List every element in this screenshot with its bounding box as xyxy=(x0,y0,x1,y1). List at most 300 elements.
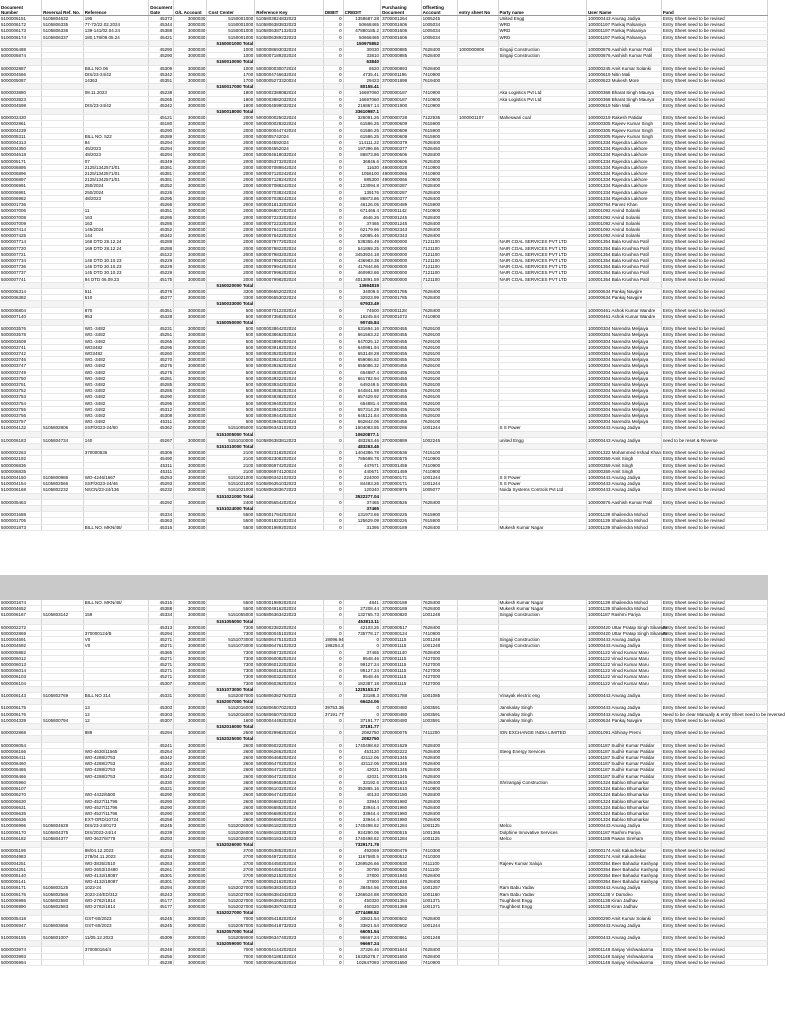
table-cell: 3700001840 xyxy=(381,872,422,878)
table-cell: Entry Sheet need to be revised xyxy=(661,257,767,263)
table-cell: 3000030 xyxy=(174,189,207,195)
table-cell: 5000006013 xyxy=(0,662,42,668)
table-cell: 140 xyxy=(83,437,149,443)
table-cell: Melco xyxy=(498,835,586,841)
table-cell: 5000005195 xyxy=(0,848,42,854)
table-cell: 3000030 xyxy=(174,381,207,387)
table-cell: 5000007358202024 xyxy=(255,313,324,319)
table-cell: 100001187 Sudhir Kumar Patidar xyxy=(586,755,661,761)
table-cell: 7410900 xyxy=(421,786,457,792)
table-cell: 1005034 xyxy=(421,22,457,28)
table-cell: 7427000 xyxy=(421,680,457,686)
table-cell: 5000007223202024 xyxy=(255,220,324,226)
table-cell: Entry Sheet need to be revised xyxy=(661,121,767,127)
table-cell: 7300 xyxy=(207,631,255,637)
table-cell: 654881.4 xyxy=(343,400,380,406)
table-cell: 5000006016202024 xyxy=(255,668,324,674)
table-cell: 885300 xyxy=(343,177,380,183)
table-cell: 0 xyxy=(323,369,343,375)
table-cell: 45301 xyxy=(149,879,174,885)
table-cell: 7000 xyxy=(207,947,255,953)
table-cell: 5105800794 xyxy=(42,717,84,723)
table-cell: Entry Sheet need to be revised xyxy=(661,214,767,220)
table-cell: 2000 xyxy=(207,220,255,226)
table-cell: 36846.6 xyxy=(343,158,380,164)
table-cell: 3000030 xyxy=(174,792,207,798)
table-cell: 5000007641202024 xyxy=(255,226,324,232)
column-header: Document Number xyxy=(0,0,42,16)
subtotal-label: 5152026000 Total xyxy=(207,841,255,847)
subtotal-value: 96667.24 xyxy=(343,941,380,947)
table-cell: 1001248 xyxy=(421,643,457,649)
table-cell: 0 xyxy=(323,65,343,71)
table-cell: 45290 xyxy=(149,47,174,53)
table-cell: 0 xyxy=(323,767,343,773)
table-cell: 45381 xyxy=(149,171,174,177)
table-cell: 1001248 xyxy=(421,934,457,940)
table-cell: 3700000536 xyxy=(381,450,422,456)
table-cell: 47880185.2 xyxy=(343,28,380,34)
table-cell: 1800 xyxy=(207,102,255,108)
table-cell: Entry Sheet need to be revised xyxy=(661,823,767,829)
table-cell: 100000443 Anurag Jadiya xyxy=(586,885,661,891)
table-cell: 100000876 Aashish Kumar Patil xyxy=(586,499,661,505)
table-cell: 510 xyxy=(83,295,149,301)
table-cell: 45271 xyxy=(149,637,174,643)
table-cell: 1266524.88 xyxy=(343,891,380,897)
table-cell: 3700000520 xyxy=(381,891,422,897)
table-cell: 3700000377 xyxy=(381,195,422,201)
table-cell: 5000006982 xyxy=(0,195,42,201)
table-cell: 7300 xyxy=(207,662,255,668)
table-cell: 100001139 Shailendra Mohod xyxy=(586,524,661,530)
table-cell: 45180 xyxy=(149,121,174,127)
table-cell: 45303 xyxy=(149,705,174,711)
table-cell: 7410900 xyxy=(421,164,457,170)
table-cell: Entry Sheet need to be revised xyxy=(661,922,767,928)
table-cell: 2600 xyxy=(207,767,255,773)
subtotal-label: 5150033000 Total xyxy=(207,301,255,307)
table-cell: 3700001115 xyxy=(381,637,422,643)
table-cell: 0 xyxy=(323,810,343,816)
subtotal-value: 33610987.1 xyxy=(343,109,380,115)
table-cell: 2000 xyxy=(207,257,255,263)
table-cell: 500 xyxy=(207,357,255,363)
table-cell: 123094.8 xyxy=(343,183,380,189)
table-cell: 45271 xyxy=(149,655,174,661)
subtotal-value: 3522277.04 xyxy=(343,493,380,499)
table-cell: 0 xyxy=(323,649,343,655)
table-cell: 3000030 xyxy=(174,239,207,245)
table-cell: 9548.46 xyxy=(343,674,380,680)
table-cell: 0 xyxy=(323,189,343,195)
table-cell: 45342 xyxy=(149,773,174,779)
table-cell: 45229 xyxy=(149,270,174,276)
table-cell: 3700000526 xyxy=(381,499,422,505)
table-cell: 5000002272 xyxy=(0,624,42,630)
table-cell: 45286 xyxy=(149,214,174,220)
table-cell: 0 xyxy=(323,177,343,183)
table-cell: 5152027000 xyxy=(207,891,255,897)
table-cell: 45288 xyxy=(149,245,174,251)
table-cell: 45294 xyxy=(149,152,174,158)
table-cell: 145 DTD 30.10.23 xyxy=(83,270,149,276)
table-cell: 2600 xyxy=(207,742,255,748)
table-cell: 7410900 xyxy=(421,102,457,108)
table-cell: 100001354 Bala Krushna Patil xyxy=(586,257,661,263)
table-cell: 5105806335 xyxy=(42,22,84,28)
table-cell: 5105806183302023 xyxy=(255,829,324,835)
table-cell: 0 xyxy=(323,879,343,885)
table-cell: Entry Sheet need to be revised xyxy=(661,158,767,164)
table-cell: 5000004592024 xyxy=(255,140,324,146)
table-cell: 5105806507022023 xyxy=(255,705,324,711)
table-cell: 5105801007 xyxy=(42,934,84,940)
table-cell: Entry Sheet need to be revised xyxy=(661,730,767,736)
table-cell: 0 xyxy=(323,953,343,959)
table-cell: Mukesh Kumar Nagar xyxy=(498,606,586,612)
table-cell: Entry Sheet need to be revised xyxy=(661,891,767,897)
table-cell: 100001139 Shailendra Mohod xyxy=(586,600,661,606)
table-cell: 100001354 Bala Krushna Patil xyxy=(586,245,661,251)
table-cell: 100000304 Narendra Meljaiya xyxy=(586,332,661,338)
table-cell: 3000030 xyxy=(174,226,207,232)
table-cell: 0 xyxy=(323,239,343,245)
table-cell: 125629.09 xyxy=(343,518,380,524)
table-cell: 5100006996 xyxy=(0,823,42,829)
table-cell: 5100006990 xyxy=(0,903,42,909)
table-cell: Entry Sheet need to be revised xyxy=(661,606,767,612)
table-cell: 1504083.55 xyxy=(343,425,380,431)
table-cell: Steeg Energy Services xyxy=(498,748,586,754)
table-cell: 5000003823 xyxy=(0,96,42,102)
table-cell: 5000007128242024 xyxy=(255,177,324,183)
table-cell: 5000006552022024 xyxy=(255,288,324,294)
subtotal-label: 5152027000 Total xyxy=(207,910,255,916)
table-cell: 2082750 xyxy=(343,730,380,736)
table-cell: 5000006166 xyxy=(0,748,42,754)
table-cell: 3700001266 xyxy=(381,885,422,891)
table-cell: WO-4288/2753 xyxy=(83,773,149,779)
table-cell: 1005077 xyxy=(421,487,457,493)
table-cell: 3700001345 xyxy=(381,773,422,779)
table-cell: 100001324 Babloo Bhumarkar xyxy=(586,786,661,792)
table-cell: DIS/23-24/0173 xyxy=(83,823,149,829)
subtotal-value: 150975852 xyxy=(343,40,380,46)
table-cell: 511 xyxy=(83,288,149,294)
table-cell: 5000006836 xyxy=(0,462,42,468)
table-cell: 7628400 xyxy=(421,742,457,748)
table-cell: 0 xyxy=(323,195,343,201)
table-cell: 0 xyxy=(323,499,343,505)
table-cell: 100001324 Babloo Bhumarkar xyxy=(586,779,661,785)
table-cell: 631694.16 xyxy=(343,326,380,332)
table-cell: 0 xyxy=(323,748,343,754)
table-cell: 5000006896 xyxy=(0,171,42,177)
table-cell: 96667.24 xyxy=(343,934,380,940)
table-cell: 5000005418202024 xyxy=(255,916,324,922)
table-cell: 2000 xyxy=(207,226,255,232)
table-cell: 0 xyxy=(323,450,343,456)
table-cell: 1005034 xyxy=(421,28,457,34)
table-cell: WO-4432/6500 xyxy=(83,792,149,798)
table-cell: 3700001980 xyxy=(381,817,422,823)
table-cell: 5105806387032023 xyxy=(255,903,324,909)
table-cell: 3700001980 xyxy=(381,804,422,810)
table-cell: 500 xyxy=(207,394,255,400)
table-cell: 45266 xyxy=(149,202,174,208)
table-cell: 3000030 xyxy=(174,456,207,462)
table-cell: WO-2653/10480 xyxy=(83,866,149,872)
table-cell: 3700000455 xyxy=(381,400,422,406)
table-cell: Toughbest Engg xyxy=(498,897,586,903)
table-cell: Entry Sheet need to be revised xyxy=(661,332,767,338)
table-cell: 3700001629 xyxy=(381,742,422,748)
table-cell: V0 xyxy=(83,637,149,643)
table-cell: 5000003751 xyxy=(0,381,42,387)
table-cell: 2600 xyxy=(207,792,255,798)
table-cell: Entry Sheet need to be revised xyxy=(661,947,767,953)
table-cell: Entry Sheet need to be revised xyxy=(661,239,767,245)
table-cell: 3700000455 xyxy=(381,344,422,350)
table-cell: 0 xyxy=(323,233,343,239)
table-cell: 5000004239 xyxy=(0,127,42,133)
table-cell: 16335278.7 xyxy=(343,953,380,959)
table-cell: 45226 xyxy=(149,189,174,195)
table-cell: 3000030 xyxy=(174,450,207,456)
table-cell: 7628400 xyxy=(421,649,457,655)
table-cell: 0 xyxy=(323,16,343,22)
table-cell: Jannkalay Singh xyxy=(498,711,586,717)
table-cell: 1001125 xyxy=(421,835,457,841)
table-cell: Entry Sheet need to be revised xyxy=(661,624,767,630)
table-cell: 5105806383402023 xyxy=(255,885,324,891)
table-cell: 5000006270 xyxy=(0,792,42,798)
table-cell: 3700000502 xyxy=(381,916,422,922)
table-cell: 3000030 xyxy=(174,195,207,201)
subtotal-label: 5150050000 Total xyxy=(207,319,255,325)
table-cell: 5000005373202024 xyxy=(255,158,324,164)
table-cell: 3700001606 xyxy=(381,34,422,40)
table-cell: 7615900 xyxy=(421,512,457,518)
table-cell: 3000030 xyxy=(174,854,207,860)
table-cell: 139176 xyxy=(343,189,380,195)
table-cell: 5000003920202024 xyxy=(255,350,324,356)
table-cell: 3000030 xyxy=(174,947,207,953)
table-cell: 2000 xyxy=(207,276,255,282)
table-cell: 100000304 Narendra Meljaiya xyxy=(586,357,661,363)
table-cell: 100000304 Narendra Meljaiya xyxy=(586,338,661,344)
table-cell: 100001334 Rajendra Lakhore xyxy=(586,171,661,177)
table-cell: 45365 xyxy=(149,649,174,655)
table-cell: 2000 xyxy=(207,121,255,127)
table-cell: 100000304 Narendra Meljaiya xyxy=(586,419,661,425)
table-cell: 0 xyxy=(323,761,343,767)
table-cell: 5100006174 xyxy=(0,34,42,40)
table-cell: 3700001140 xyxy=(381,649,422,655)
table-cell: 100000304 Narendra Meljaiya xyxy=(586,344,661,350)
table-cell: 0 xyxy=(323,158,343,164)
table-cell: 3000030 xyxy=(174,121,207,127)
table-cell: 5000004251 xyxy=(0,866,42,872)
table-cell: 870 xyxy=(83,307,149,313)
table-cell: 2000 xyxy=(207,171,255,177)
table-cell: 3700000455 xyxy=(381,350,422,356)
table-cell: 0 xyxy=(323,140,343,146)
subtotal-value: 4774498.52 xyxy=(343,910,380,916)
table-cell: 3000030 xyxy=(174,363,207,369)
table-cell: 7629100 xyxy=(421,388,457,394)
table-cell: 5150001000 xyxy=(207,16,255,22)
table-cell: 5105806384632023 xyxy=(255,897,324,903)
table-cell: 45292 xyxy=(149,499,174,505)
table-cell: 2100 xyxy=(207,450,255,456)
table-cell: 0 xyxy=(323,133,343,139)
table-cell: 45270 xyxy=(149,357,174,363)
table-cell: 3000030 xyxy=(174,823,207,829)
table-cell: 100000461 Ashok Kumar Wandre xyxy=(586,313,661,319)
table-cell: 5000004455202024 xyxy=(255,866,324,872)
table-cell: 0 xyxy=(323,481,343,487)
table-cell: 45293 xyxy=(149,835,174,841)
table-cell: 7628400 xyxy=(421,779,457,785)
table-cell: 0 xyxy=(323,357,343,363)
table-cell: 5105802769 xyxy=(42,693,84,699)
table-cell: 450320 xyxy=(343,903,380,909)
table-cell: 100000443 Anurag Jadiya xyxy=(586,922,661,928)
table-cell: Entry Sheet need to be revised xyxy=(661,755,767,761)
table-cell: 4646.26 xyxy=(343,214,380,220)
table-cell: 2100 xyxy=(207,462,255,468)
table-cell: 3700000287 xyxy=(381,189,422,195)
table-cell: 5500 xyxy=(207,606,255,612)
table-cell: 3000030 xyxy=(174,177,207,183)
table-cell: 657429.92 xyxy=(343,394,380,400)
table-cell: 50668465 xyxy=(343,34,380,40)
table-cell: 5000003746 xyxy=(0,357,42,363)
subtotal-value: 66424.06 xyxy=(343,699,380,705)
table-cell: Toughbest Engg xyxy=(498,903,586,909)
table-cell: 3000030 xyxy=(174,394,207,400)
table-cell: 5000005968202024 xyxy=(255,779,324,785)
table-cell: Entry Sheet need to be revised xyxy=(661,475,767,481)
table-cell: Aka Logistics Pvt Ltd xyxy=(498,90,586,96)
table-cell: 500 xyxy=(207,419,255,425)
table-cell: 5000001874 xyxy=(0,600,42,606)
table-cell: Ram Babu Yadav xyxy=(498,885,586,891)
table-cell: 100001139 Shailendra Mohod xyxy=(586,518,661,524)
table-cell: 5000006895 xyxy=(0,164,42,170)
table-cell: 7628400 xyxy=(421,226,457,232)
table-cell: 5000002263 xyxy=(0,450,42,456)
table-cell: 120340 xyxy=(343,487,380,493)
table-cell: 48/2023 xyxy=(83,195,149,201)
table-cell: 492069 xyxy=(343,848,380,854)
table-cell: SSP/2023-24/60 xyxy=(83,425,149,431)
table-cell: 500 xyxy=(207,400,255,406)
table-cell: 7628400 xyxy=(421,810,457,816)
table-cell: Entry Sheet need to be revised xyxy=(661,792,767,798)
table-cell: 3700000189 xyxy=(381,524,422,530)
table-cell: Entry Sheet need to be revised xyxy=(661,761,767,767)
table-cell: 0 xyxy=(323,245,343,251)
table-cell: 7000 xyxy=(207,916,255,922)
table-cell: Entry Sheet need to be revised xyxy=(661,649,767,655)
table-cell: 3000030 xyxy=(174,462,207,468)
table-cell: 0 xyxy=(323,276,343,282)
table-cell: 7619400 xyxy=(421,78,457,84)
table-cell: 5000003880 xyxy=(0,90,42,96)
table-cell: Entry Sheet need to be revised xyxy=(661,270,767,276)
table-cell: 5105802806 xyxy=(42,425,84,431)
table-cell: 168 DTD 28.12.24 xyxy=(83,239,149,245)
table-cell: 45342 xyxy=(149,102,174,108)
table-cell: 3700001345 xyxy=(381,761,422,767)
table-cell: 3000030 xyxy=(174,512,207,518)
table-cell: 3700001840 xyxy=(381,879,422,885)
table-cell: 2100 xyxy=(207,456,255,462)
table-cell: Entry Sheet need to be revised xyxy=(661,394,767,400)
table-cell: Entry Sheet need to be revised xyxy=(661,28,767,34)
table-cell: 3700000517 xyxy=(381,624,422,630)
table-cell: 100000304 Narendra Meljaiya xyxy=(586,381,661,387)
table-cell: 45295 xyxy=(149,195,174,201)
table-cell: 2000 xyxy=(207,214,255,220)
table-cell: 3300 xyxy=(207,295,255,301)
table-cell: 0 xyxy=(323,164,343,170)
table-cell: 3700000455 xyxy=(381,326,422,332)
table-cell: 30780 xyxy=(343,866,380,872)
table-cell: 2023-24/ED/312 xyxy=(83,891,149,897)
table-cell: 45177 xyxy=(149,903,174,909)
table-cell: 7410900 xyxy=(421,96,457,102)
table-cell: 100001187 Sudhir Kumar Patidar xyxy=(586,761,661,767)
table-cell: 3700001650 xyxy=(381,953,422,959)
table-cell: 5000007008 xyxy=(0,214,42,220)
table-cell: 45260 xyxy=(149,350,174,356)
table-cell: Entry Sheet need to be revised xyxy=(661,767,767,773)
table-cell: 5000006382 xyxy=(0,295,42,301)
table-cell: 3000030 xyxy=(174,481,207,487)
table-cell: 5000005654202024 xyxy=(255,499,324,505)
table-row xyxy=(0,755,768,761)
table-cell: 0 xyxy=(323,612,343,618)
table-cell: 37465 xyxy=(343,649,380,655)
table-cell: 45363 xyxy=(149,518,174,524)
table-cell: 500 xyxy=(207,332,255,338)
table-cell: 0 xyxy=(323,854,343,860)
table-cell: 5000007992202024 xyxy=(255,257,324,263)
table-cell: 5105803824832023 xyxy=(255,16,324,22)
table-cell: Entry Sheet need to be revised xyxy=(661,220,767,226)
table-cell: 5000000044742024 xyxy=(255,127,324,133)
table-cell: 500 xyxy=(207,381,255,387)
table-row xyxy=(0,748,768,754)
table-cell: 671466.4 xyxy=(343,208,380,214)
table-cell: 27208.44 xyxy=(343,606,380,612)
table-cell: 39753.36 xyxy=(324,705,344,711)
table-cell: Entry Sheet need to be revised xyxy=(661,499,767,505)
table-cell: 100000443 Anurag Jadiya xyxy=(586,16,661,22)
table-cell: 3700000226 xyxy=(381,518,422,524)
table-cell: 100001122 Vinod Kumar Maru xyxy=(586,680,661,686)
table-cell: Entry Sheet need to be revised xyxy=(661,662,767,668)
table-cell: 7628400 xyxy=(421,288,457,294)
table-cell: 100001354 Bala Krushna Patil xyxy=(586,251,661,257)
table-cell: 45276 xyxy=(149,363,174,369)
table-cell: 538355.49 xyxy=(343,239,380,245)
table-cell: 1001371 xyxy=(421,897,457,903)
